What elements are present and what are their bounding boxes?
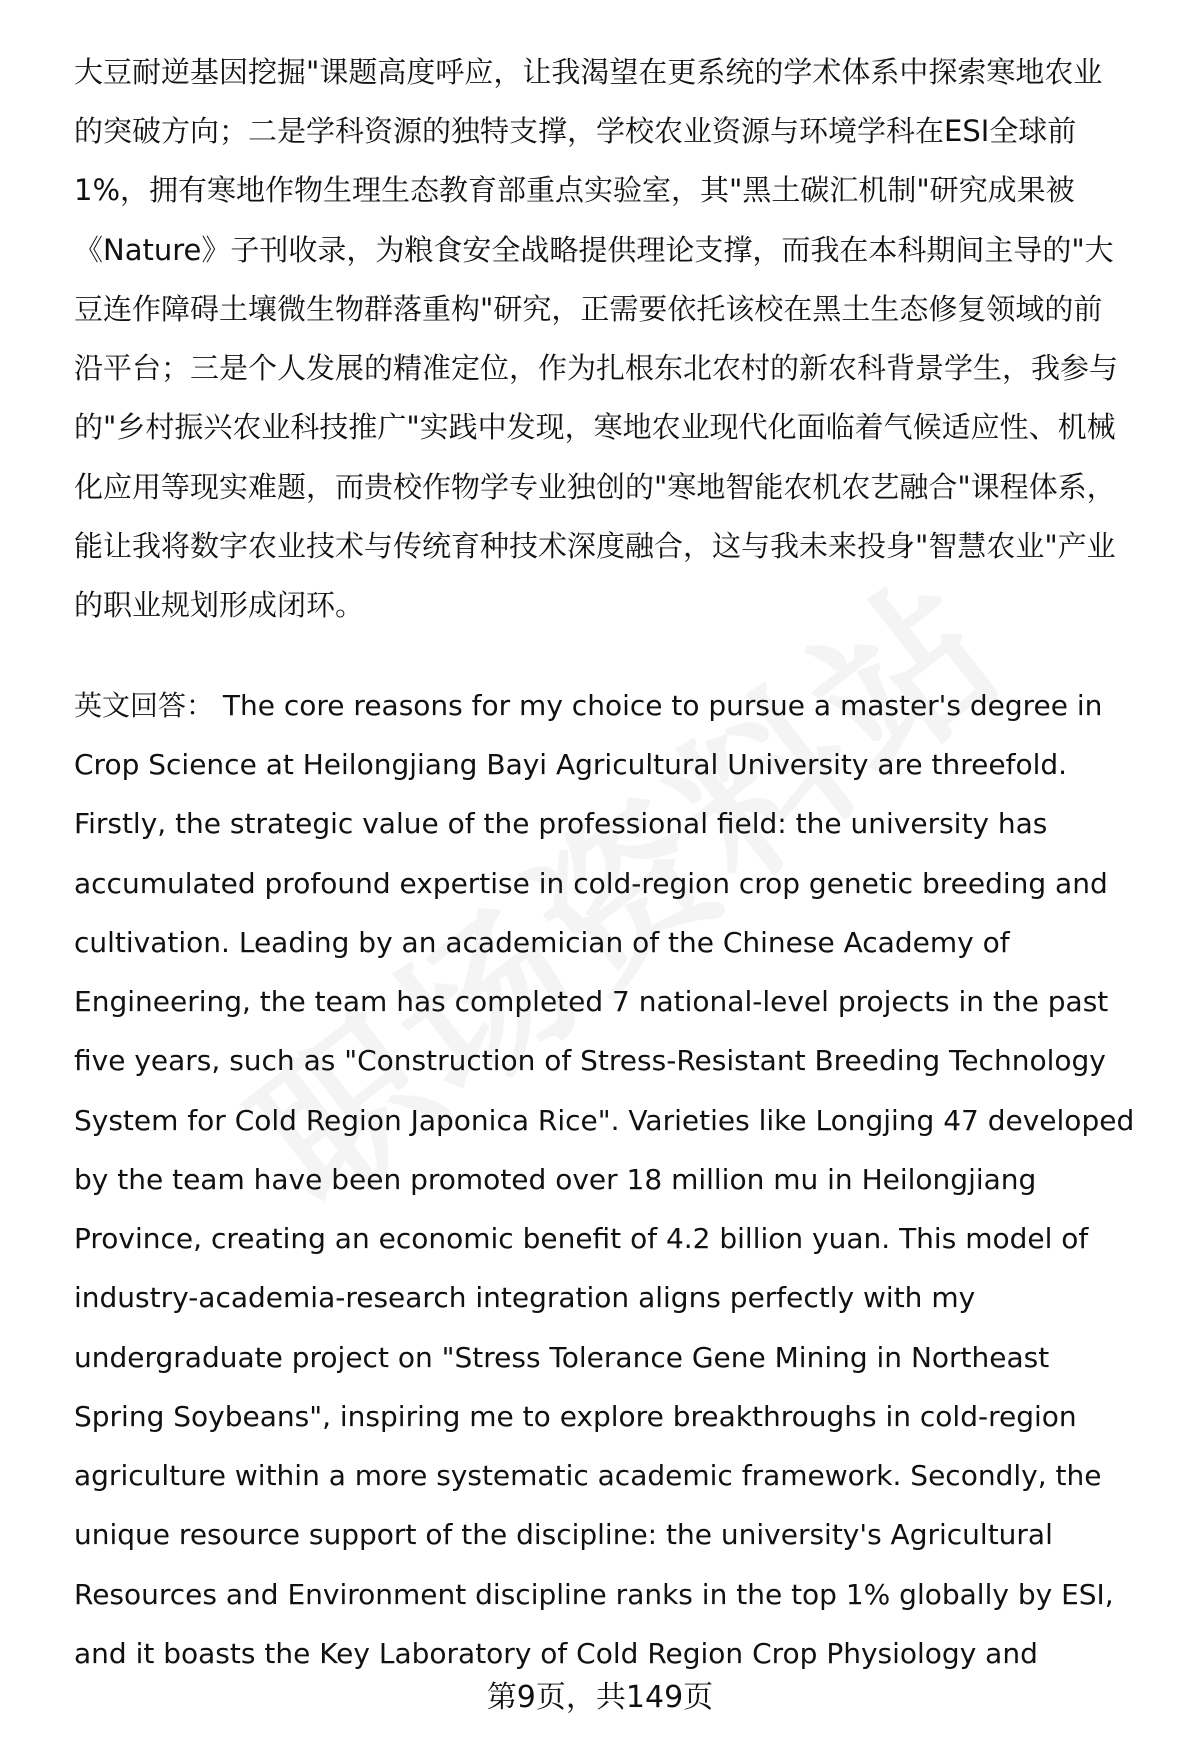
- text-line: and it boasts the Key Laboratory of Cold Region Crop Physiology and: [74, 1637, 1038, 1670]
- text-line: 的突破方向；二是学科资源的独特支撑，学校农业资源与环境学科在ESI全球前: [74, 114, 1077, 148]
- text-line: agriculture within a more systematic academic framework. Secondly, the: [74, 1459, 1102, 1492]
- text-line: 大豆耐逆基因挖掘"课题高度呼应，让我渴望在更系统的学术体系中探索寒地农业: [74, 55, 1103, 89]
- text-line: accumulated profound expertise in cold-region crop genetic breeding and: [74, 867, 1108, 900]
- text-line: Province, creating an economic benefit of 4.2 billion yuan. This model of: [74, 1222, 1089, 1255]
- text-line: 的"乡村振兴农业科技推广"实践中发现，寒地农业现代化面临着气候适应性、机械: [74, 410, 1116, 444]
- text-line: Resources and Environment discipline ranks in the top 1% globally by ESI,: [74, 1578, 1114, 1611]
- text-line: Spring Soybeans", inspiring me to explore breakthroughs in cold-region: [74, 1400, 1077, 1433]
- text-line: cultivation. Leading by an academician of the Chinese Academy of: [74, 926, 1010, 959]
- text-line: 的职业规划形成闭环。: [74, 588, 365, 622]
- text-line: 英文回答： The core reasons for my choice to pursue a master's degree in: [74, 689, 1103, 722]
- text-line: 豆连作障碍土壤微生物群落重构"研究，正需要依托该校在黑土生态修复领域的前: [74, 292, 1103, 326]
- text-line: System for Cold Region Japonica Rice". Varieties like Longjing 47 developed: [74, 1104, 1135, 1137]
- text-line: 《Nature》子刊收录，为粮食安全战略提供理论支撑，而我在本科期间主导的"大: [74, 233, 1114, 267]
- text-line: five years, such as "Construction of Stress-Resistant Breeding Technology: [74, 1044, 1106, 1077]
- text-line: by the team have been promoted over 18 million mu in Heilongjiang: [74, 1163, 1037, 1196]
- text-line: undergraduate project on "Stress Tolerance Gene Mining in Northeast: [74, 1341, 1050, 1374]
- text-line: 能让我将数字农业技术与传统育种技术深度融合，这与我未来投身"智慧农业"产业: [74, 529, 1116, 563]
- text-line: Firstly, the strategic value of the professional field: the university has: [74, 807, 1048, 840]
- text-line: Engineering, the team has completed 7 national-level projects in the past: [74, 985, 1109, 1018]
- text-line: 化应用等现实难题，而贵校作物学专业独创的"寒地智能农机农艺融合"课程体系，: [74, 470, 1116, 504]
- page-number-footer: 第9页，共149页: [486, 1680, 714, 1715]
- text-line: Crop Science at Heilongjiang Bayi Agricultural University are threefold.: [74, 748, 1068, 781]
- text-line: unique resource support of the discipline: the university's Agricultural: [74, 1518, 1053, 1551]
- text-line: 1%，拥有寒地作物生理生态教育部重点实验室，其"黑土碳汇机制"研究成果被: [74, 173, 1075, 207]
- text-line: industry-academia-research integration aligns perfectly with my: [74, 1281, 976, 1314]
- text-line: 沿平台；三是个人发展的精准定位，作为扎根东北农村的新农科背景学生，我参与: [74, 351, 1119, 385]
